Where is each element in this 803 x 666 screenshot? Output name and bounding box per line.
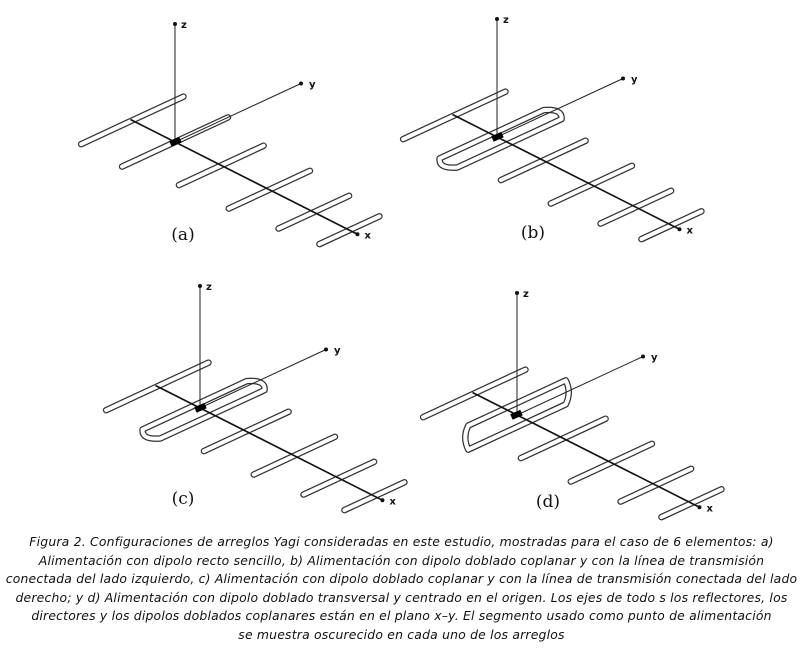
x-axis [453, 115, 680, 230]
x-axis-label: x [389, 496, 396, 508]
axis-end-marker [324, 348, 328, 352]
axis-end-marker [355, 232, 359, 236]
panel-a [81, 20, 379, 245]
caption-line: directores y los dipolos doblados coplanares están en el plano x–y. El segmento usado como punto de alimentación [31, 608, 772, 623]
panel-label: (b) [520, 223, 546, 243]
panel-b [403, 15, 701, 243]
axis-end-marker [495, 17, 499, 21]
caption-line: conectada del lado izquierdo, c) Alimentación con dipolo doblado coplanar y con la línea de transmisión conectada del lado [5, 571, 798, 586]
y-axis-label: y [631, 74, 638, 86]
y-axis-label: y [651, 352, 658, 364]
axis-end-marker [173, 22, 177, 26]
x-axis-label: x [686, 225, 693, 237]
axis-end-marker [380, 498, 384, 502]
caption-line: se muestra oscurecido en cada uno de los arreglos [238, 626, 565, 642]
axis-end-marker [299, 82, 303, 86]
x-axis-label: x [364, 230, 371, 242]
panel-label: (c) [171, 489, 195, 509]
axis-end-marker [198, 284, 202, 288]
z-axis-label: z [181, 20, 187, 31]
y-axis [517, 357, 643, 416]
axis-end-marker [621, 77, 625, 81]
caption-line: Alimentación con dipolo recto sencillo, b) Alimentación con dipolo doblado coplanar y con la línea de transmisión [38, 552, 765, 568]
panel-label: (a) [171, 225, 195, 245]
panel-c [106, 282, 404, 510]
y-axis-label: y [309, 79, 316, 91]
x-axis [131, 120, 358, 235]
axis-end-marker [641, 355, 645, 359]
z-axis-label: z [503, 15, 509, 26]
x-axis [156, 386, 383, 501]
axis-end-marker [515, 291, 519, 295]
y-axis-label: y [334, 345, 341, 357]
caption-line: Figura 2. Configuraciones de arreglos Yagi consideradas en este estudio, mostradas para el caso de 6 elementos: a) [29, 534, 774, 549]
caption-line: derecho; y d) Alimentación con dipolo doblado transversal y centrado en el origen. Los ejes de todo s los reflectores, los [15, 589, 788, 605]
z-axis-label: z [206, 282, 212, 293]
panel-label: (d) [535, 492, 561, 512]
axis-end-marker [677, 227, 681, 231]
z-axis-label: z [523, 289, 529, 300]
x-axis-label: x [706, 503, 713, 515]
axis-end-marker [697, 505, 701, 509]
panel-d [423, 289, 721, 517]
x-axis [473, 393, 700, 508]
y-axis [200, 350, 326, 409]
y-axis [497, 79, 623, 138]
figure-caption [0, 533, 803, 644]
feed-segment [510, 410, 522, 420]
y-axis [175, 84, 301, 143]
